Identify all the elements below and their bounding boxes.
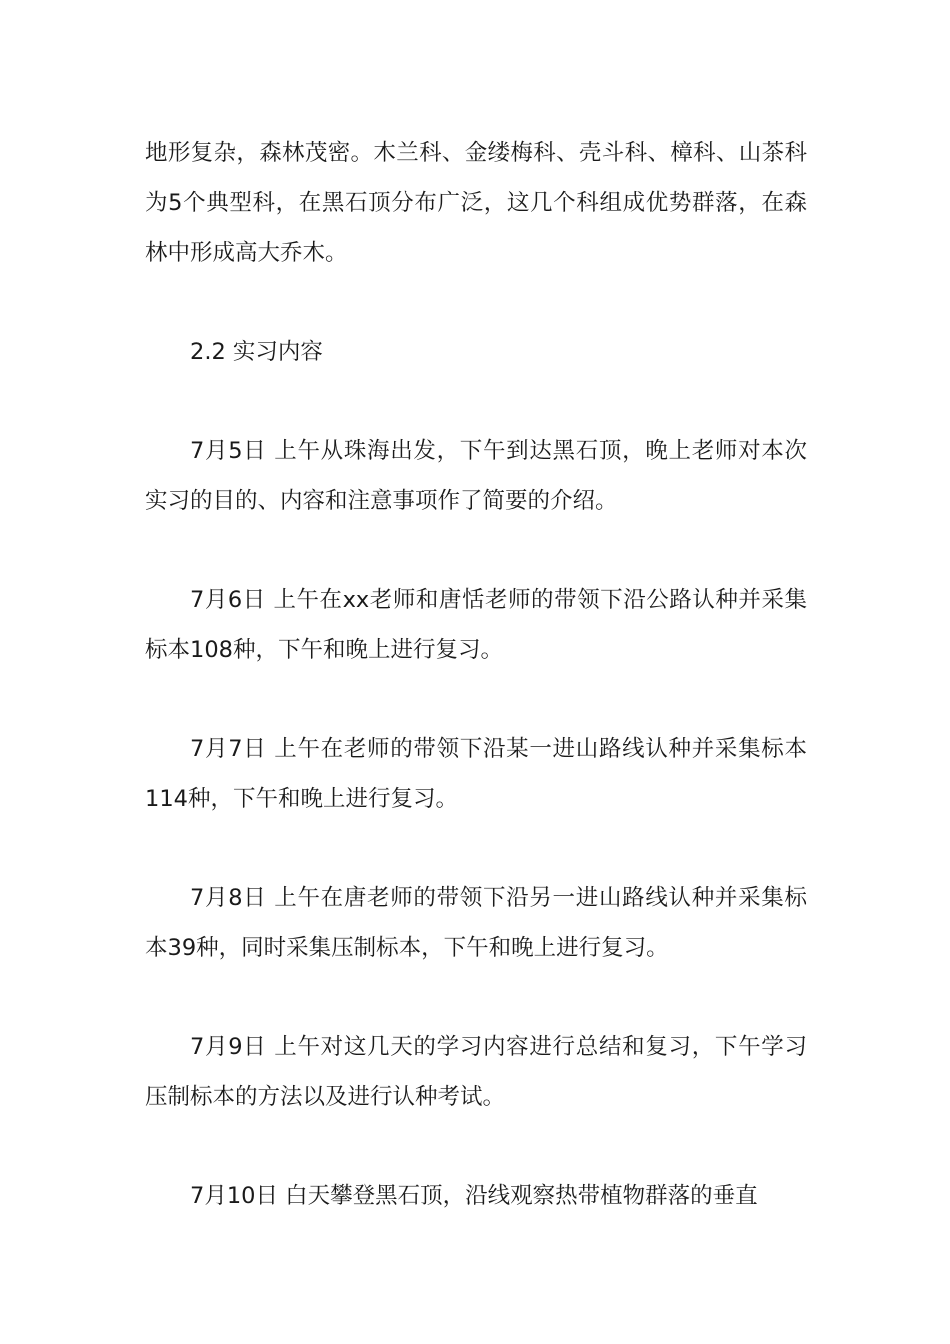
paragraph-forest-families: 地形复杂，森林茂密。木兰科、金缕梅科、壳斗科、樟科、山茶科为5个典型科，在黑石顶分布广泛，这几个科组成优势群落，在森林中形成高大乔木。 <box>145 140 807 266</box>
paragraph-july-8: 7月8日 上午在唐老师的带领下沿另一进山路线认种并采集标本39种，同时采集压制标本，下午和晚上进行复习。 <box>145 885 807 961</box>
paragraph-july-9: 7月9日 上午对这几天的学习内容进行总结和复习，下午学习压制标本的方法以及进行认种考试。 <box>145 1034 807 1110</box>
document-body <box>145 128 807 1221</box>
paragraph-july-7: 7月7日 上午在老师的带领下沿某一进山路线认种并采集标本114种，下午和晚上进行复习。 <box>145 736 807 812</box>
paragraph-july-10: 7月10日 白天攀登黑石顶，沿线观察热带植物群落的垂直 <box>190 1183 758 1209</box>
paragraph-july-5: 7月5日 上午从珠海出发，下午到达黑石顶，晚上老师对本次实习的目的、内容和注意事项作了简要的介绍。 <box>145 438 807 514</box>
section-heading-internship-content: 2.2 实习内容 <box>190 339 323 365</box>
paragraph-july-6: 7月6日 上午在xx老师和唐恬老师的带领下沿公路认种并采集标本108种，下午和晚上进行复习。 <box>145 587 807 663</box>
